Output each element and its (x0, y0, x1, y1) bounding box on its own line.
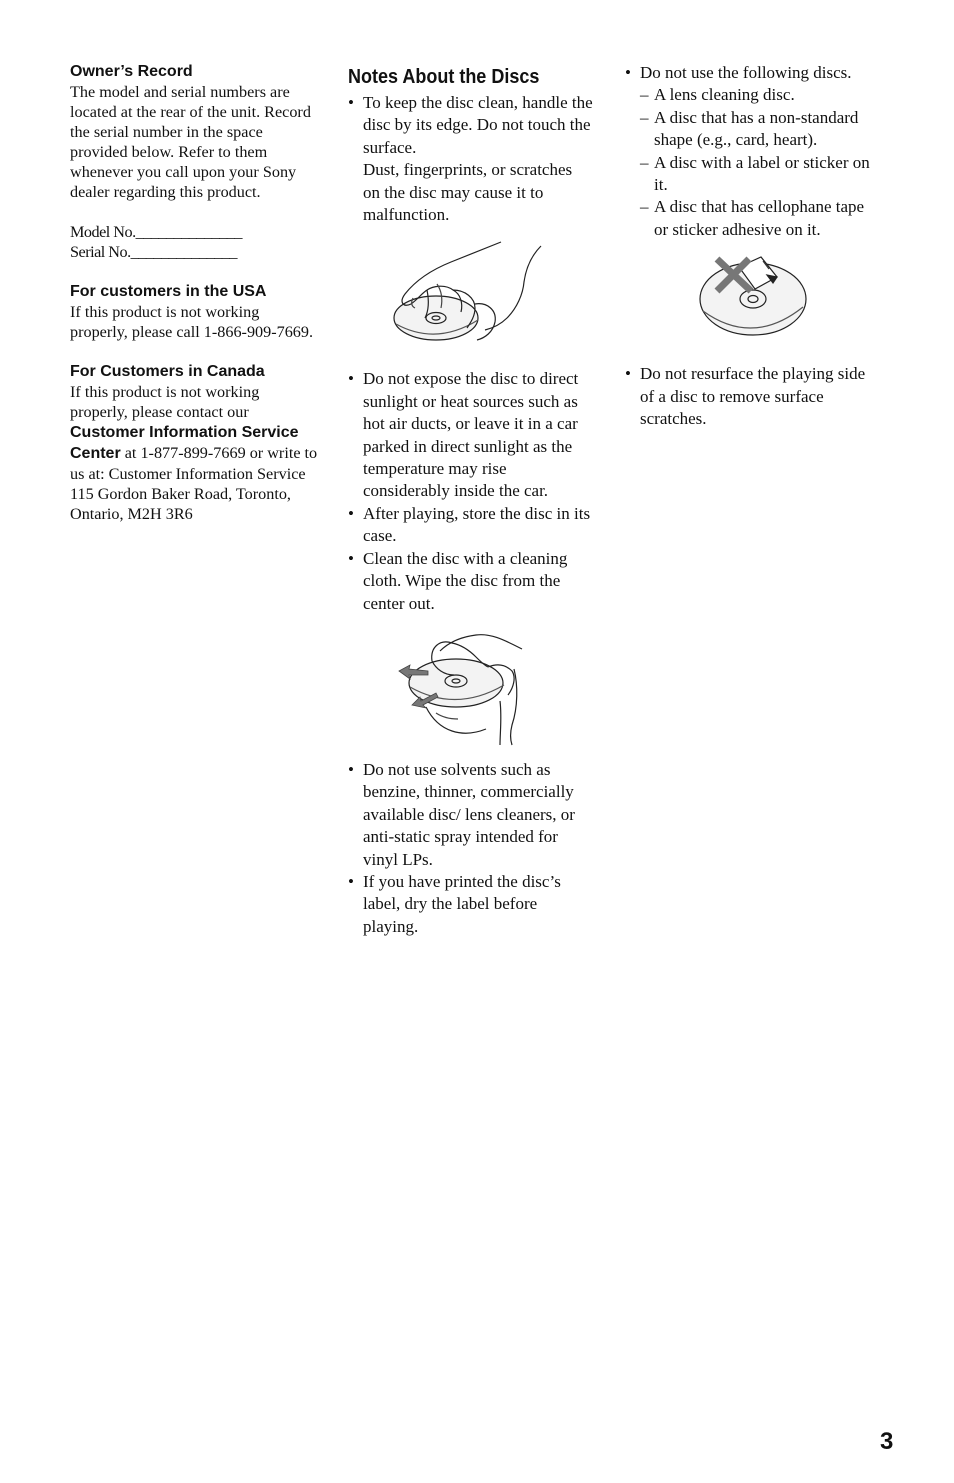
dash1-text: A lens cleaning disc. (654, 85, 795, 105)
bullet-mark: • (348, 369, 354, 389)
dash2-text: A disc that has a non-standard shape (e.g., card, heart). (654, 107, 859, 150)
bullet2-text: Do not expose the disc to direct sunlight or heat sources such as hot air ducts, or leave it in a car parked in direct sunlight as the temperature may rise considerably inside the car. (363, 369, 579, 501)
left-column (70, 62, 320, 544)
list-item (348, 548, 593, 615)
dash-item (640, 84, 880, 106)
list-item (625, 62, 880, 241)
owners-record-heading: Owner’s Record (70, 63, 193, 80)
bullet-mark: • (348, 871, 354, 891)
notes-list-c (348, 759, 593, 938)
dash-item (640, 152, 880, 197)
bullet4-text: Clean the disc with a cleaning cloth. Wipe the disc from the center out. (363, 548, 568, 613)
hand-holding-disc-illustration (391, 234, 551, 354)
notes-list-a (348, 92, 593, 226)
usa-section (70, 282, 320, 342)
bullet-mark: • (348, 548, 354, 568)
bullet1-line2: Dust, fingerprints, or scratches on the disc may cause it to malfunction. (363, 160, 573, 225)
bullet-mark: • (625, 63, 631, 82)
prohibited-discs-list (640, 84, 880, 241)
canada-text-before: If this product is not working properly, please contact our (70, 383, 260, 421)
list-item (348, 759, 593, 871)
right-column (625, 62, 880, 430)
owners-record-section (70, 62, 320, 202)
dash-item (640, 107, 880, 152)
disc-with-sticker-crossed-illustration (693, 253, 813, 343)
canada-text-after: at 1-877-899-7669 or write to us at: Customer Information Service 115 Gordon Baker Road, Toronto, Ontario, M2H 3R6 (70, 444, 318, 523)
bullet5-text: Do not use solvents such as benzine, thinner, commercially available disc/ lens cleaners, or anti-static spray intended for vinyl LPs. (363, 759, 575, 869)
list-item (348, 871, 593, 938)
wiping-disc-illustration (396, 621, 546, 751)
dash-mark: – (640, 85, 649, 105)
dash-mark: – (640, 152, 649, 172)
page-number: 3 (880, 1428, 894, 1455)
bullet-mark: • (348, 503, 354, 523)
service-center-name: Customer Information Service Center (70, 424, 299, 462)
record-fields (70, 222, 320, 262)
section-title: Notes About the Discs (348, 66, 540, 88)
dash-mark: – (640, 197, 649, 217)
canada-section (70, 362, 320, 524)
dash-item (640, 196, 880, 241)
owners-record-text: The model and serial numbers are located at the rear of the unit. Record the serial number in the space provided below. Refer to them whenever you call upon your Sony dealer regarding this product. (70, 83, 311, 201)
col3-bullet1-text: Do not use the following discs. (640, 63, 852, 82)
model-number-line: Model No.______________ (70, 223, 242, 241)
resurface-list (625, 363, 880, 430)
list-item (348, 503, 593, 548)
list-item (625, 363, 880, 430)
list-item (348, 368, 593, 502)
notes-list-b (348, 368, 593, 614)
dash-mark: – (640, 107, 649, 127)
bullet3-text: After playing, store the disc in its case. (363, 503, 591, 546)
bullet6-text: If you have printed the disc’s label, dry the label before playing. (363, 871, 561, 936)
bullet-mark: • (348, 93, 354, 112)
list-item (348, 92, 593, 226)
dash3-text: A disc with a label or sticker on it. (654, 152, 870, 195)
canada-heading: For Customers in Canada (70, 363, 265, 380)
bullet-mark: • (625, 364, 631, 384)
serial-number-line: Serial No.______________ (70, 243, 237, 261)
middle-column (348, 62, 593, 938)
usa-text: If this product is not working properly, please call 1-866-909-7669. (70, 303, 314, 341)
col3-bullet2-text: Do not resurface the playing side of a disc to remove surface scratches. (640, 364, 866, 429)
usa-heading: For customers in the USA (70, 283, 267, 300)
discs-list (625, 62, 880, 241)
dash4-text: A disc that has cellophane tape or sticker adhesive on it. (654, 197, 865, 239)
canada-text (70, 382, 320, 524)
bullet1-line1: To keep the disc clean, handle the disc by its edge. Do not touch the surface. (363, 93, 593, 157)
bullet-mark: • (348, 759, 354, 779)
